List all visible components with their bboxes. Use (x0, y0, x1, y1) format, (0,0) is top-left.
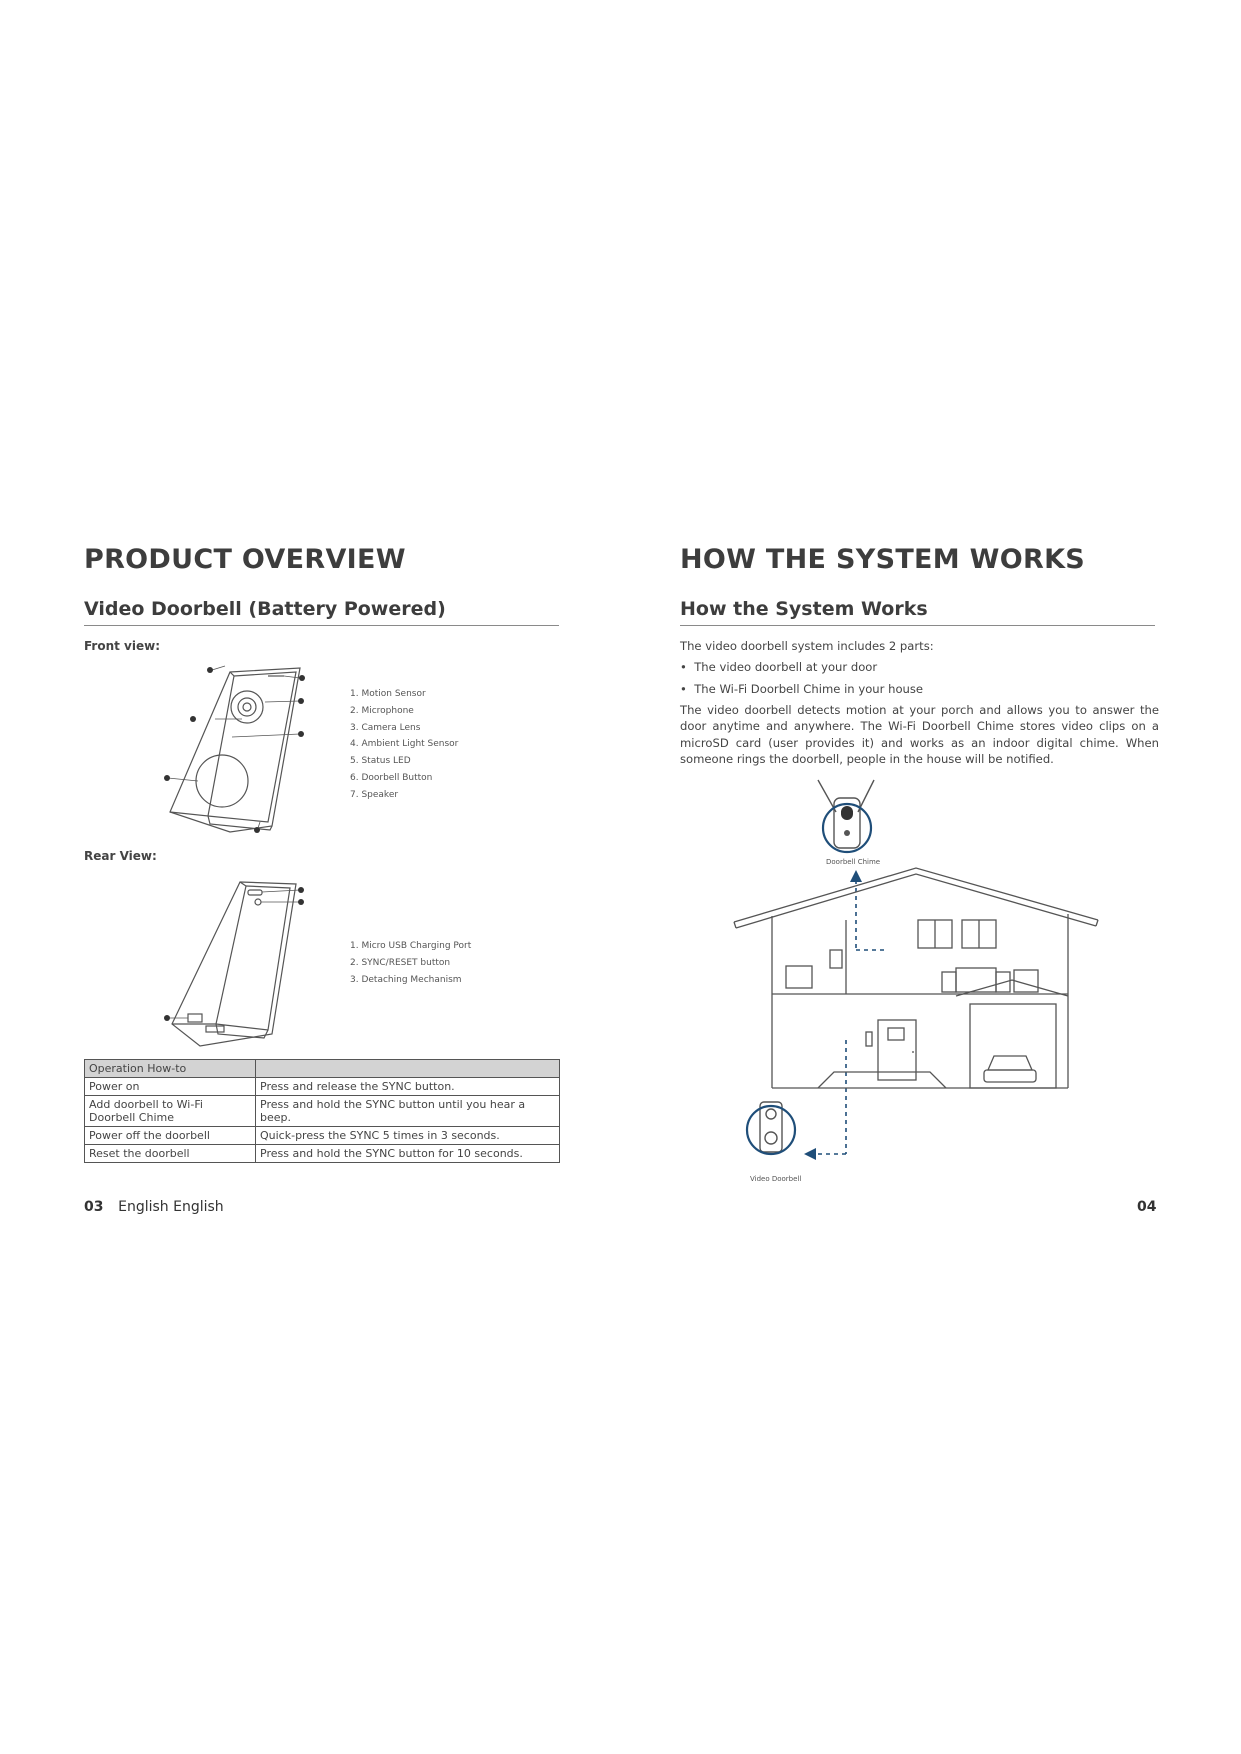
doorbell-button-ring (196, 755, 248, 807)
front-legend-item: 3. Camera Lens (350, 722, 421, 733)
arrow-left-icon (804, 1148, 816, 1160)
camera-lens-ring (231, 691, 263, 723)
signal-path (816, 880, 886, 1154)
table-cell-action: Reset the doorbell (85, 1145, 256, 1163)
doorbell-rear-drawing (160, 874, 310, 1050)
table-cell-action: Power off the doorbell (85, 1127, 256, 1145)
rear-legend-item: 2. SYNC/RESET button (350, 957, 451, 968)
table-cell-how: Press and release the SYNC button. (256, 1078, 560, 1096)
rear-legend (350, 938, 471, 988)
intro-text: The video doorbell system includes 2 parts: (680, 639, 934, 653)
doorbell-caption: Video Doorbell (750, 1175, 802, 1183)
arrow-up-icon (850, 870, 862, 882)
table-cell-how: Press and hold the SYNC button until you hear a beep. (256, 1096, 560, 1127)
rear-legend-item: 1. Micro USB Charging Port (350, 941, 472, 951)
table-cell-how: Press and hold the SYNC button for 10 seconds. (256, 1145, 560, 1163)
page-number-right: 04 (1137, 1199, 1157, 1215)
bullet-item: • The Wi-Fi Doorbell Chime in your house (680, 682, 924, 696)
table-cell-action: Power on (85, 1078, 256, 1096)
front-legend (350, 686, 458, 804)
doorbell-front-drawing (160, 664, 310, 840)
footer-language: English English (118, 1199, 224, 1215)
operation-table (84, 1059, 560, 1163)
table-header: Operation How-to (85, 1060, 256, 1078)
table-row (85, 1096, 560, 1127)
front-legend-item: 1. Motion Sensor (350, 689, 426, 699)
front-legend-item: 4. Ambient Light Sensor (350, 739, 459, 750)
bullet-item: • The video doorbell at your door (680, 660, 878, 674)
table-row (85, 1127, 560, 1145)
chime-caption: Doorbell Chime (826, 858, 881, 866)
front-view-label: Front view: (84, 639, 161, 653)
doorbell-body-outline (170, 668, 300, 832)
section-rule-left (84, 625, 559, 626)
rear-legend-item: 3. Detaching Mechanism (350, 974, 462, 985)
front-legend-item: 7. Speaker (350, 789, 399, 800)
front-legend-item: 5. Status LED (350, 756, 411, 767)
doorbell-highlight-ring (747, 1106, 795, 1154)
table-row (85, 1078, 560, 1096)
system-diagram (726, 770, 1116, 1190)
front-legend-item: 6. Doorbell Button (350, 772, 433, 783)
video-doorbell-device (760, 1102, 782, 1152)
table-row (85, 1145, 560, 1163)
front-legend-item: 2. Microphone (350, 705, 414, 716)
table-cell-how: Quick-press the SYNC 5 times in 3 seconds. (256, 1127, 560, 1145)
footer-left (84, 1199, 224, 1215)
system-paragraph: The video doorbell detects motion at your porch and allows you to answer the door anytime and anywhere. The Wi-Fi Doorbell Chime stores video clips on a microSD card (user provides it) and works as an indoor digital chime. When someone rings the doorbell, people in the house will be notified. (680, 703, 1159, 767)
rear-view-label: Rear View: (84, 849, 157, 863)
page-title-left: PRODUCT OVERVIEW (84, 544, 406, 575)
section-rule-right (680, 625, 1155, 626)
table-cell-action: Add doorbell to Wi-Fi Doorbell Chime (85, 1096, 256, 1127)
section-title-left: Video Doorbell (Battery Powered) (84, 598, 446, 620)
house-outline (734, 868, 1098, 1088)
table-header-empty (256, 1060, 560, 1078)
section-title-right: How the System Works (680, 598, 928, 620)
page-title-right: HOW THE SYSTEM WORKS (680, 544, 1086, 575)
page-number-left: 03 (84, 1199, 104, 1215)
table-header-row (85, 1060, 560, 1078)
